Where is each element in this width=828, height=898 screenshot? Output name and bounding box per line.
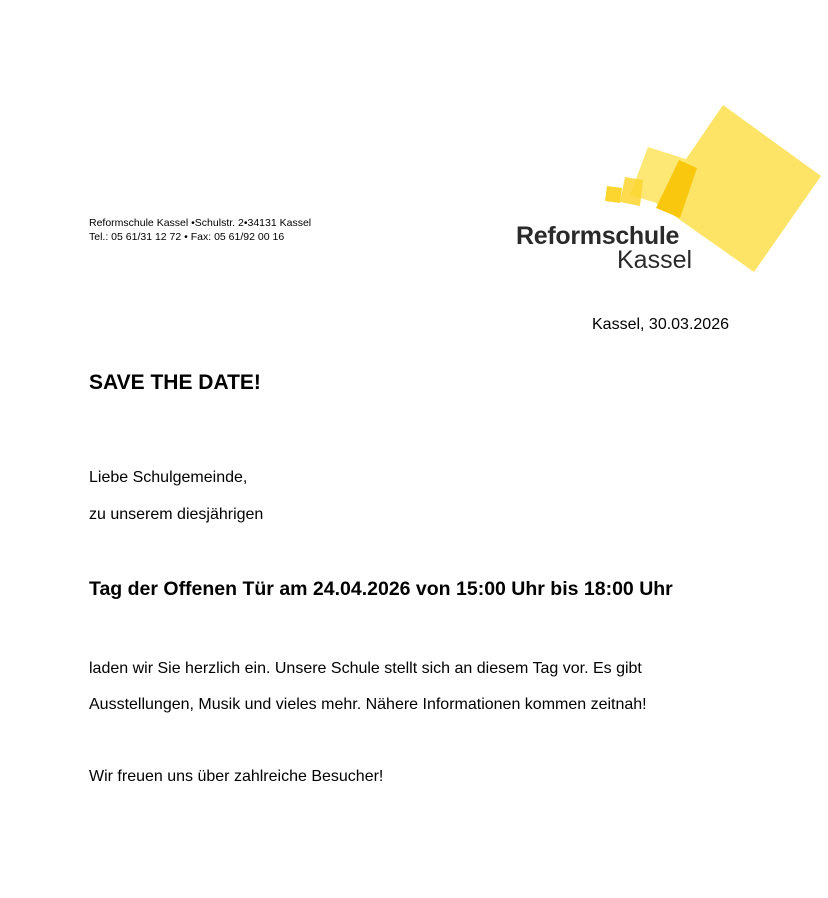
sender-address-line-2: Tel.: 05 61/31 12 72 • Fax: 05 61/92 00 16 (89, 231, 285, 243)
place-and-date: Kassel, 30.03.2026 (592, 316, 729, 333)
paragraph-line-1: laden wir Sie herzlich ein. Unsere Schule stellt sich an diesem Tag vor. Es gibt (89, 660, 642, 677)
logo-small-square-2 (605, 186, 622, 203)
logo-wordmark-reformschule: Reformschule (516, 222, 680, 250)
sender-address-line-1: Reformschule Kassel •Schulstr. 2•34131 Kassel (89, 217, 312, 229)
intro-line: zu unserem diesjährigen (89, 506, 264, 523)
headline: SAVE THE DATE! (89, 371, 261, 394)
event-announcement: Tag der Offenen Tür am 24.04.2026 von 15:00 Uhr bis 18:00 Uhr (89, 578, 673, 600)
logo-wordmark-kassel: Kassel (617, 246, 693, 274)
salutation: Liebe Schulgemeinde, (89, 469, 248, 486)
paragraph-line-2: Ausstellungen, Musik und vieles mehr. Nähere Informationen kommen zeitnah! (89, 696, 647, 713)
logo-small-square-1 (620, 177, 643, 206)
closing-line: Wir freuen uns über zahlreiche Besucher! (89, 768, 384, 785)
